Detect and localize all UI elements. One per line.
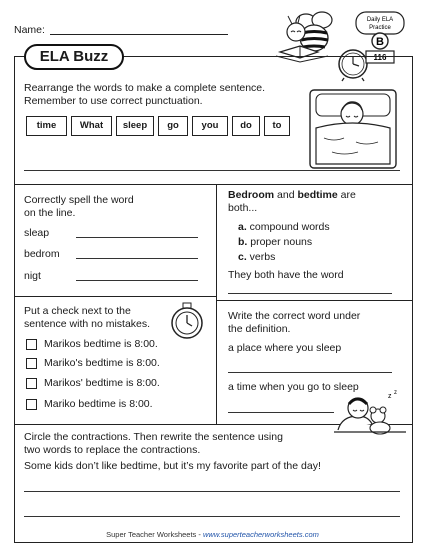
checkbox-1[interactable]: [26, 339, 37, 350]
s3-followup: They both have the word: [228, 269, 344, 281]
option-letter: a.: [238, 221, 247, 233]
badge-letter: B: [376, 36, 384, 48]
word-tile: time: [26, 116, 67, 136]
option-text: verbs: [246, 251, 276, 263]
s4-prompt-1: Put a check next to the: [24, 305, 131, 317]
s6-answer-line-2[interactable]: [24, 516, 400, 517]
s3-question-2: both...: [228, 202, 258, 214]
s5-prompt-2: the definition.: [228, 323, 291, 335]
footer-link[interactable]: www.superteacherworksheets.com: [202, 530, 319, 539]
footer-separator: -: [196, 530, 203, 539]
name-write-line[interactable]: [50, 34, 228, 35]
option-text: compound words: [246, 221, 330, 233]
s4-prompt-2: sentence with no mistakes.: [24, 318, 151, 330]
clock-icon: [170, 302, 204, 340]
s3-mid: and: [274, 189, 298, 201]
option-letter: b.: [238, 236, 248, 248]
divider-2: [14, 296, 216, 297]
divider-3: [216, 300, 413, 301]
s5-definition-1: a place where you sleep: [228, 342, 342, 354]
page-title: ELA Buzz: [24, 44, 124, 70]
s3-option-c[interactable]: [238, 251, 275, 264]
s2-prompt-2: on the line.: [24, 207, 76, 219]
s3-answer-line[interactable]: [228, 293, 392, 294]
divider-1: [14, 184, 413, 185]
s3-bold-2: bedtime: [297, 189, 338, 201]
svg-text:z: z: [388, 393, 392, 400]
s2-item-2: bedrom: [24, 248, 60, 260]
s1-instruction-1: Rearrange the words to make a complete sentence.: [24, 82, 266, 94]
checkbox-4[interactable]: [26, 399, 37, 410]
word-tile: to: [264, 116, 290, 136]
svg-text:z: z: [394, 390, 397, 396]
s2-answer-line-3[interactable]: [76, 280, 198, 281]
word-tile: do: [232, 116, 260, 136]
s6-prompt-2: two words to replace the contractions.: [24, 444, 201, 456]
s4-option-1: Marikos bedtime is 8:00.: [44, 338, 158, 350]
s2-answer-line-1[interactable]: [76, 237, 198, 238]
s5-answer-line-1[interactable]: [228, 372, 392, 373]
word-tile: go: [158, 116, 188, 136]
s6-answer-line-1[interactable]: [24, 491, 400, 492]
badge-line2: Practice: [369, 25, 391, 31]
s6-prompt-1: Circle the contractions. Then rewrite the sentence using: [24, 431, 283, 443]
s2-item-3: nigt: [24, 270, 41, 282]
s4-option-3: Marikos' bedtime is 8:00.: [44, 377, 160, 389]
footer-brand: Super Teacher Worksheets: [106, 530, 197, 539]
s2-answer-line-2[interactable]: [76, 258, 198, 259]
checkbox-3[interactable]: [26, 378, 37, 389]
s4-option-4: Mariko bedtime is 8:00.: [44, 398, 153, 410]
s4-option-2: Mariko's bedtime is 8:00.: [44, 357, 160, 369]
s3-option-b[interactable]: [238, 236, 312, 249]
checkbox-2[interactable]: [26, 358, 37, 369]
s3-bold-1: Bedroom: [228, 189, 275, 201]
word-tile: you: [192, 116, 228, 136]
badge-number: 116: [373, 53, 387, 62]
s5-prompt-1: Write the correct word under: [228, 310, 361, 322]
word-tile: sleep: [116, 116, 154, 136]
option-text: proper nouns: [247, 236, 313, 248]
s1-answer-line[interactable]: [24, 170, 400, 171]
badge-line1: Daily ELA: [366, 17, 394, 23]
s3-option-a[interactable]: [238, 221, 330, 234]
s3-question-1: [228, 189, 356, 202]
divider-vertical: [216, 184, 217, 424]
s5-answer-line-2[interactable]: [228, 412, 334, 413]
footer: [0, 530, 425, 539]
s2-item-1: sleap: [24, 227, 50, 239]
s1-instruction-2: Remember to use correct punctuation.: [24, 95, 203, 107]
word-tile: What: [71, 116, 112, 136]
s3-end: are: [337, 189, 356, 201]
option-letter: c.: [238, 251, 247, 263]
sleeping-child-teddy-icon: [332, 386, 408, 436]
s6-sentence: Some kids don’t like bedtime, but it’s my favorite part of the day!: [24, 460, 321, 472]
s5-definition-2: a time when you go to sleep: [228, 381, 359, 393]
name-label: Name:: [14, 24, 45, 36]
s2-prompt-1: Correctly spell the word: [24, 194, 134, 206]
sleeping-child-bed-icon: [304, 84, 404, 172]
